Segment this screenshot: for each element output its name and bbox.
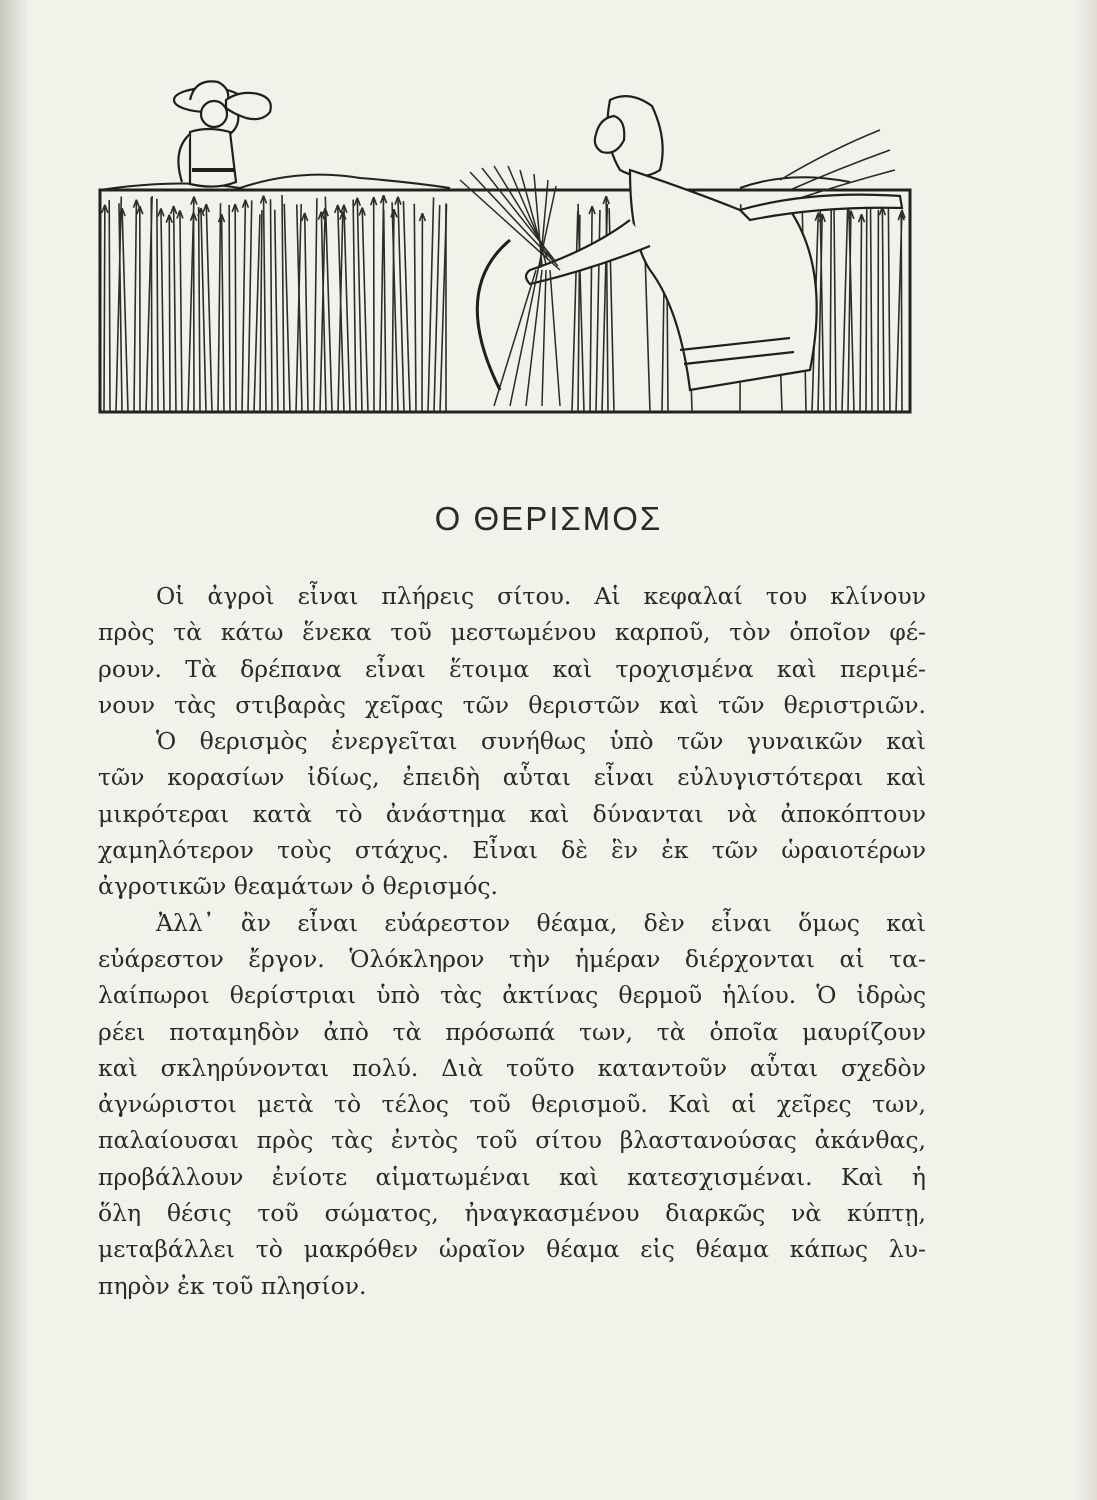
page-edge-shadow: [1075, 0, 1097, 1500]
text-line: Ὁ θερισμὸς ἐνεργεῖται συνήθως ὑπὸ τῶν γυναικῶν καὶ: [156, 727, 926, 756]
text-line: ἀγνώριστοι μετὰ τὸ τέλος τοῦ θερισμοῦ. Καὶ αἱ χεῖρες των,: [98, 1090, 926, 1119]
page-gutter-shadow: [0, 0, 30, 1500]
wheat-stalk: [572, 211, 578, 412]
wheat-stalk: [403, 201, 410, 412]
text-line: μικρότεραι κατὰ τὸ ἀνάστημα καὶ δύνανται νὰ ἀποκόπτουν: [98, 799, 926, 828]
wheat-stalk: [434, 205, 440, 412]
wheat-stalk: [151, 197, 152, 412]
sickle-icon: [477, 240, 510, 390]
wheat-stalk: [380, 195, 384, 412]
wheat-stalk: [254, 214, 260, 412]
wheat-stalk: [218, 203, 221, 412]
wheat-stalk: [384, 210, 386, 412]
wheat-stalk: [199, 207, 200, 412]
harvest-illustration: [90, 70, 915, 420]
wheat-stalk: [870, 197, 872, 412]
wheat-stalk: [248, 200, 252, 412]
wheat-stalk: [305, 213, 308, 412]
wheat-stalk: [206, 204, 212, 412]
wheat-stalk: [866, 202, 867, 412]
text-line: νουν τὰς στιβαρὰς χεῖρας τῶν θεριστῶν καὶ τῶν θεριστριῶν.: [98, 690, 926, 719]
wheat-stalk: [314, 198, 317, 412]
wheat-stalk: [282, 195, 284, 412]
wheat-stalk: [325, 197, 332, 412]
wheat-stalk: [362, 207, 368, 412]
wheat-stalk: [882, 207, 884, 412]
wheat-stalk: [109, 200, 110, 412]
wheat-stalk: [414, 204, 416, 412]
wheat-stalk: [201, 208, 206, 412]
wheat-stalk: [264, 195, 266, 412]
wheat-stalk: [428, 197, 434, 412]
wheat-stalk: [157, 199, 158, 412]
wheat-stalk: [398, 197, 404, 412]
text-line: εὐάρεστον ἔργον. Ὁλόκληρον τὴν ἡμέραν διέρχονται αἱ τα-: [98, 944, 926, 973]
wheat-stalk: [260, 210, 262, 412]
text-line: καὶ σκληρύνονται πολύ. Διὰ τοῦτο καταντοῦν αὗται σχεδὸν: [98, 1053, 926, 1082]
text-line: Ἀλλ᾽ ἂν εἶναι εὐάρεστον θέαμα, δὲν εἶναι ὅμως καὶ: [156, 908, 926, 937]
wheat-stalk: [271, 199, 272, 412]
text-line: παλαίουσαι πρὸς τὰς ἐντὸς τοῦ σίτου βλαστανούσας ἀκάνθας,: [98, 1126, 926, 1155]
text-line: λαίπωροι θερίστριαι ὑπὸ τὰς ἀκτίνας θερμοῦ ἡλίου. Ὁ ἱδρὼς: [98, 981, 926, 1010]
text-line: τῶν κορασίων ἰδίως, ἐπειδὴ αὗται εἶναι εὐλυγιστότεραι καὶ: [98, 763, 926, 792]
text-line: χαμηλότερον τοὺς στάχυς. Εἶναι δὲ ἓν ἐκ τῶν ὡραιοτέρων: [98, 836, 926, 865]
wheat-stalk: [134, 200, 136, 412]
wheat-stalk: [830, 209, 831, 412]
text-line: πηρὸν ἐκ τοῦ πλησίον.: [98, 1271, 367, 1300]
text-line: ρέει ποταμηδὸν ἀπὸ τὰ πρόσωπά των, τὰ ὁποῖα μαυρίζουν: [98, 1017, 926, 1046]
wheat-stalk: [174, 206, 176, 412]
text-line: ρουν. Τὰ δρέπανα εἶναι ἕτοιμα καὶ τροχισμένα καὶ περιμέ-: [98, 654, 926, 683]
wheat-stalk: [901, 212, 902, 412]
text-line: Οἱ ἀγροὶ εἶναι πλήρεις σίτου. Αἱ κεφαλαί του κλίνουν: [156, 582, 926, 610]
wheat-stalk: [235, 204, 236, 412]
wheat-stalk: [357, 198, 362, 412]
text-line: πρὸς τὰ κάτω ἕνεκα τοῦ μεστωμένου καρποῦ, τὸν ὁποῖον φέ-: [98, 618, 926, 647]
wheat-sheaf: [460, 166, 560, 406]
wheat-stalk: [284, 204, 290, 412]
wheat-stalk: [344, 205, 350, 412]
wheat-stalk: [122, 208, 128, 412]
wheat-stalk: [888, 198, 890, 412]
body-text: [98, 578, 926, 1304]
wheat-stalk: [222, 214, 224, 412]
wheat-stalk: [180, 210, 182, 412]
wheat-stalk: [104, 205, 105, 412]
page-title: Ο ΘΕΡΙΣΜΟΣ: [434, 500, 663, 537]
wheat-stalk: [590, 206, 592, 412]
wheat-stalk: [860, 214, 862, 412]
text-line: προβάλλουν ἐνίοτε αἱματωμέναι καὶ κατεσχισμέναι. Καὶ ἡ: [98, 1162, 926, 1191]
wheat-stalk: [229, 205, 230, 412]
wheat-stalk: [242, 200, 245, 412]
wheat-stalk: [275, 210, 278, 412]
wheat-stalk: [161, 208, 164, 412]
text-line: μεταβάλλει τὸ μακρόθεν ὡραῖον θέαμα εἰς θέαμα κάπως λυ-: [98, 1235, 926, 1264]
wheat-stalk: [353, 200, 356, 412]
text-line: ὅλη θέσις τοῦ σώματος, ἠναγκασμένου διαρκῶς νὰ κύπτῃ,: [98, 1199, 926, 1228]
drinking-figure: [174, 81, 271, 186]
wheat-stalk: [606, 196, 608, 412]
wheat-stalk: [842, 198, 848, 412]
wheat-stalk: [834, 201, 836, 412]
text-line: ἀγροτικῶν θεαμάτων ὁ θερισμός.: [98, 872, 499, 901]
wheat-stalk: [169, 215, 170, 412]
